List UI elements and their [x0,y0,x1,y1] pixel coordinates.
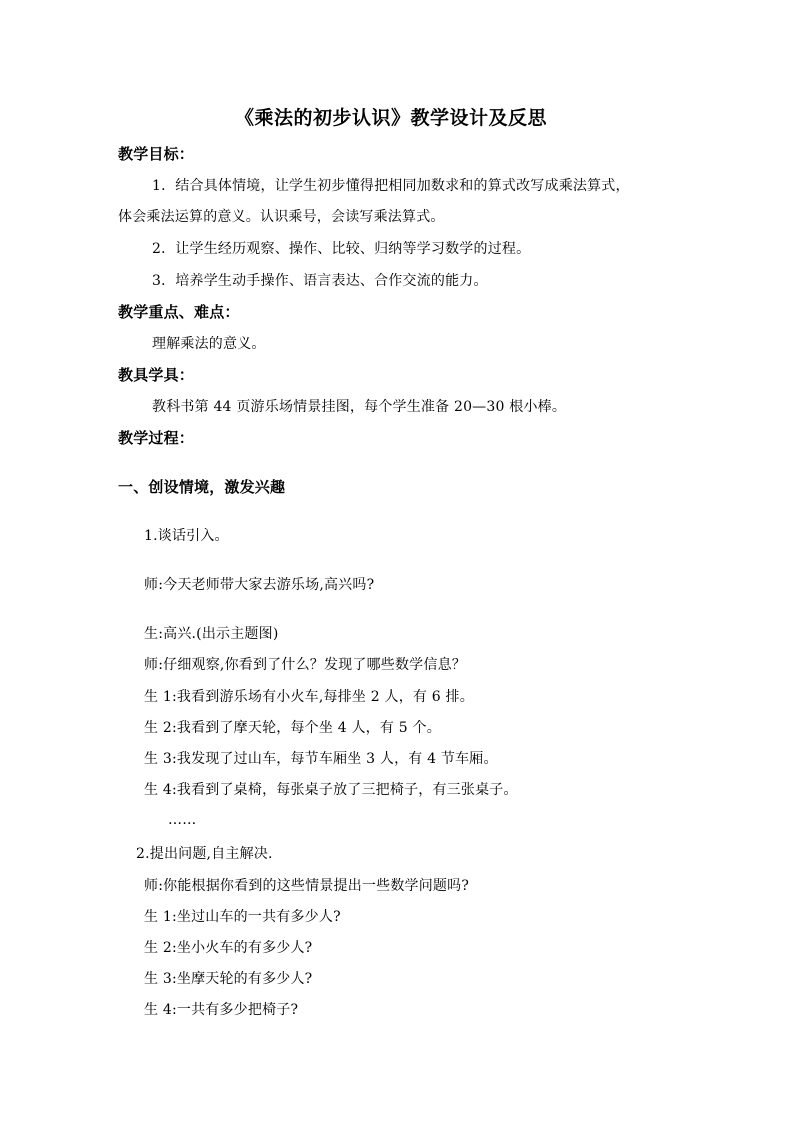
section-1-heading: 一、创设情境，激发兴趣 [118,478,286,496]
process-heading: 教学过程： [118,429,195,447]
step-1: 1.谈话引入。 [144,528,229,544]
key-points-heading: 教学重点、难点： [118,303,240,321]
student-question-2: 生 2:坐小火车的有多少人? [144,940,313,956]
student-answer-3: 生 3:我发现了过山车，每节车厢坐 3 人，有 4 节车厢。 [144,751,498,767]
student-answer-2: 生 2:我看到了摩天轮，每个坐 4 人，有 5 个。 [144,720,441,736]
teaching-tools-heading: 教具学具： [118,366,195,384]
student-answer-4: 生 4:我看到了桌椅，每张桌子放了三把椅子，有三张桌子。 [144,782,518,798]
student-question-1: 生 1:坐过山车的一共有多少人? [144,909,341,925]
goal-2: 2．让学生经历观察、操作、比较、归纳等学习数学的过程。 [152,241,531,257]
document-title: 《乘法的初步认识》教学设计及反思 [235,107,548,129]
student-question-3: 生 3:坐摩天轮的有多少人? [144,971,313,987]
student-line-1: 生:高兴.(出示主题图) [144,626,279,642]
step-2: 2.提出问题,自主解决. [136,846,273,862]
goals-heading: 教学目标： [118,145,195,163]
student-answer-1: 生 1:我看到游乐场有小火车,每排坐 2 人，有 6 排。 [144,689,474,705]
teacher-line-3: 师:你能根据你看到的这些情景提出一些数学问题吗? [144,878,470,894]
goal-1-line-2: 体会乘法运算的意义。认识乘号，会读写乘法算式。 [118,209,445,225]
key-points-text: 理解乘法的意义。 [152,336,266,352]
teacher-line-1: 师:今天老师带大家去游乐场,高兴吗? [144,577,375,593]
ellipsis: …… [168,812,197,828]
goal-1-line-1: 1．结合具体情境，让学生初步懂得把相同加数求和的算式改写成乘法算式， [152,178,630,194]
teaching-tools-text: 教科书第 44 页游乐场情景挂图，每个学生准备 20—30 根小棒。 [152,399,567,415]
goal-3: 3．培养学生动手操作、语言表达、合作交流的能力。 [152,273,488,289]
student-question-4: 生 4:一共有多少把椅子? [144,1002,299,1018]
teacher-line-2: 师:仔细观察,你看到了什么？发现了哪些数学信息？ [144,657,466,673]
